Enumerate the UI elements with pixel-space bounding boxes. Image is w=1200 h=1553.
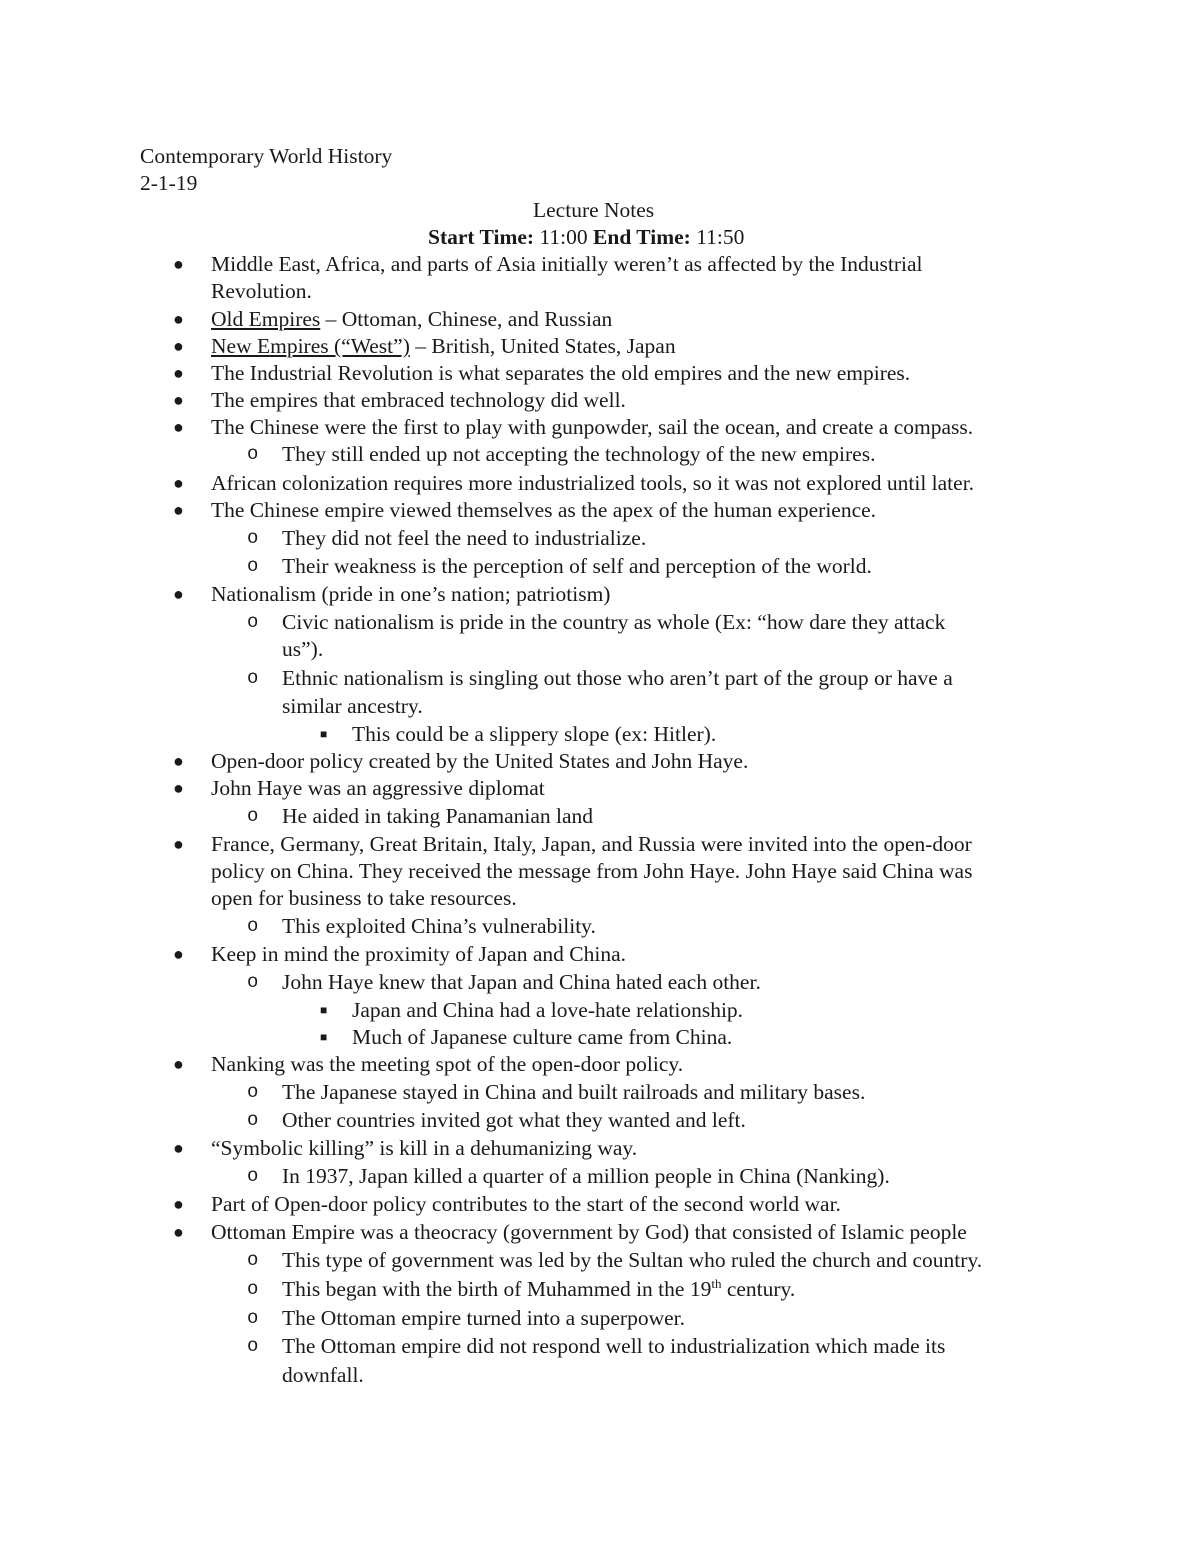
square-bullet-icon: ■	[320, 1003, 328, 1017]
bullet-icon: ●	[173, 944, 184, 964]
sub-bullet-icon: o	[247, 971, 259, 993]
bullet-icon: ●	[173, 778, 184, 798]
list-item: Nationalism (pride in one’s nation; patriotism)	[211, 582, 611, 606]
bullet-icon: ●	[173, 1054, 184, 1074]
sub-sub-list-item: Much of Japanese culture came from China.	[352, 1025, 733, 1049]
bullet-icon: ●	[173, 417, 184, 437]
list-item: John Haye was an aggressive diplomat	[211, 776, 545, 800]
list-item: African colonization requires more industrialized tools, so it was not explored until later.	[211, 471, 975, 495]
sub-bullet-icon: o	[247, 1081, 259, 1103]
sub-list-item: Their weakness is the perception of self and perception of the world.	[282, 554, 872, 578]
list-item: The empires that embraced technology did well.	[211, 388, 626, 412]
end-time-value: 11:50	[696, 225, 745, 249]
list-item: France, Germany, Great Britain, Italy, Japan, and Russia were invited into the open-door	[211, 832, 972, 856]
sub-list-item-continuation: us”).	[282, 637, 324, 661]
start-time-label: Start Time:	[428, 225, 535, 249]
old-empires-text: – Ottoman, Chinese, and Russian	[320, 307, 613, 331]
sub-bullet-icon: o	[247, 555, 259, 577]
bullet-icon: ●	[173, 473, 184, 493]
bullet-icon: ●	[173, 1194, 184, 1214]
page-title: Lecture Notes	[533, 198, 655, 222]
sub-list-item: This exploited China’s vulnerability.	[282, 914, 596, 938]
list-item	[211, 333, 676, 360]
sub-list-item-text: century.	[721, 1277, 796, 1301]
sub-bullet-icon: o	[247, 667, 259, 689]
list-item: Middle East, Africa, and parts of Asia initially weren’t as affected by the Industrial	[211, 252, 923, 276]
list-item: The Chinese empire viewed themselves as the apex of the human experience.	[211, 498, 877, 522]
bullet-icon: ●	[173, 834, 184, 854]
list-item: Nanking was the meeting spot of the open-door policy.	[211, 1052, 684, 1076]
list-item	[211, 306, 612, 333]
sub-list-item: They did not feel the need to industrialize.	[282, 526, 647, 550]
list-item: Open-door policy created by the United States and John Haye.	[211, 749, 749, 773]
sub-bullet-icon: o	[247, 1109, 259, 1131]
sub-bullet-icon: o	[247, 527, 259, 549]
sub-list-item: They still ended up not accepting the technology of the new empires.	[282, 442, 876, 466]
sub-list-item: The Japanese stayed in China and built railroads and military bases.	[282, 1080, 866, 1104]
new-empires-term: New Empires (“West”)	[211, 334, 410, 358]
square-bullet-icon: ■	[320, 1030, 328, 1044]
sub-bullet-icon: o	[247, 915, 259, 937]
bullet-icon: ●	[173, 363, 184, 383]
sub-list-item: This type of government was led by the Sultan who ruled the church and country.	[282, 1248, 983, 1272]
bullet-icon: ●	[173, 1138, 184, 1158]
sub-list-item: He aided in taking Panamanian land	[282, 804, 594, 828]
list-item: “Symbolic killing” is kill in a dehumanizing way.	[211, 1136, 638, 1160]
new-empires-text: – British, United States, Japan	[409, 334, 676, 358]
bullet-icon: ●	[173, 500, 184, 520]
sub-list-item: John Haye knew that Japan and China hated each other.	[282, 970, 761, 994]
bullet-icon: ●	[173, 254, 184, 274]
ordinal-suffix: th	[711, 1275, 722, 1291]
list-item-continuation: policy on China. They received the message from John Haye. John Haye said China was	[211, 859, 973, 883]
square-bullet-icon: ■	[320, 727, 328, 741]
sub-sub-list-item: Japan and China had a love-hate relationship.	[352, 998, 744, 1022]
bullet-icon: ●	[173, 336, 184, 356]
sub-list-item-text: This began with the birth of Muhammed in the 19	[282, 1277, 712, 1301]
sub-bullet-icon: o	[247, 443, 259, 465]
bullet-icon: ●	[173, 584, 184, 604]
sub-bullet-icon: o	[247, 1165, 259, 1187]
sub-bullet-icon: o	[247, 611, 259, 633]
sub-list-item: The Ottoman empire did not respond well to industrialization which made its	[282, 1334, 946, 1358]
end-time-label: End Time:	[593, 225, 691, 249]
sub-bullet-icon: o	[247, 1335, 259, 1357]
sub-list-item-continuation: downfall.	[282, 1363, 364, 1387]
sub-list-item: The Ottoman empire turned into a superpower.	[282, 1306, 686, 1330]
sub-list-item: Civic nationalism is pride in the country as whole (Ex: “how dare they attack	[282, 610, 946, 634]
sub-bullet-icon: o	[247, 1249, 259, 1271]
sub-list-item: Ethnic nationalism is singling out those who aren’t part of the group or have a	[282, 666, 953, 690]
sub-bullet-icon: o	[247, 1278, 259, 1300]
bullet-icon: ●	[173, 390, 184, 410]
list-item: Keep in mind the proximity of Japan and China.	[211, 942, 626, 966]
old-empires-term: Old Empires	[211, 307, 321, 331]
sub-list-item	[282, 1276, 795, 1303]
bullet-icon: ●	[173, 751, 184, 771]
sub-sub-list-item: This could be a slippery slope (ex: Hitler).	[352, 722, 717, 746]
sub-bullet-icon: o	[247, 1307, 259, 1329]
list-item: Ottoman Empire was a theocracy (government by God) that consisted of Islamic people	[211, 1220, 967, 1244]
sub-list-item-continuation: similar ancestry.	[282, 694, 423, 718]
bullet-icon: ●	[173, 309, 184, 329]
list-item-continuation: open for business to take resources.	[211, 886, 517, 910]
lecture-date: 2-1-19	[140, 171, 198, 195]
list-item: Part of Open-door policy contributes to the start of the second world war.	[211, 1192, 841, 1216]
sub-list-item: In 1937, Japan killed a quarter of a million people in China (Nanking).	[282, 1164, 890, 1188]
list-item: The Industrial Revolution is what separates the old empires and the new empires.	[211, 361, 911, 385]
list-item: The Chinese were the first to play with gunpowder, sail the ocean, and create a compass.	[211, 415, 974, 439]
sub-list-item: Other countries invited got what they wanted and left.	[282, 1108, 746, 1132]
list-item-continuation: Revolution.	[211, 279, 312, 303]
start-time-value: 11:00	[539, 225, 588, 249]
sub-bullet-icon: o	[247, 805, 259, 827]
bullet-icon: ●	[173, 1222, 184, 1242]
time-range	[428, 224, 744, 251]
course-title: Contemporary World History	[140, 144, 393, 168]
